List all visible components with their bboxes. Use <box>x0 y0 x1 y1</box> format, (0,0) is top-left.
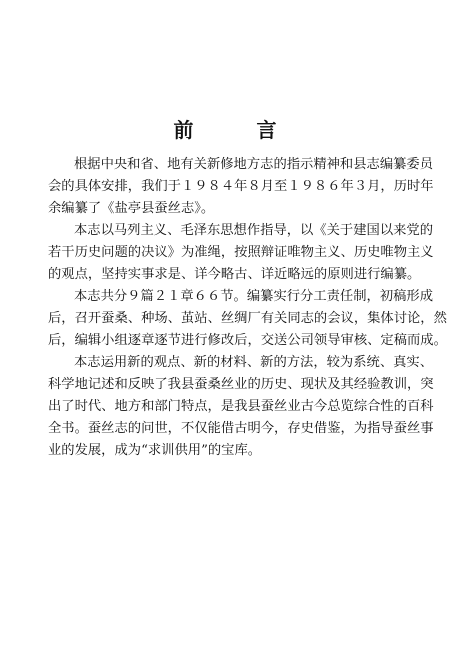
paragraph-1-line-2: 会的具体安排，我们于１９８４年８月至１９８６年３月，历时年 <box>48 179 434 194</box>
paragraph-2-line-2: 若干历史问题的决议》为准绳，按照辩证唯物主义、历史唯物主义 <box>48 245 434 260</box>
paragraph-3-line-3: 后，编辑小组逐章逐节进行修改后，交送公司领导审核、定稿而成。 <box>48 333 447 348</box>
paragraph-2-line-3: 的观点，坚持实事求是、详今略古、详近略远的原则进行编纂。 <box>48 267 421 282</box>
paragraph-3-line-1: 本志共分９篇２１章６６节。编纂实行分工责任制，初稿形成 <box>74 289 434 304</box>
paragraph-2-line-1: 本志以马列主义、毛泽东思想作指导，以《关于建国以来党的 <box>74 223 434 238</box>
paragraph-4-line-4: 全书。蚕丝志的问世，不仅能借古明今，存史借鉴，为指导蚕丝事 <box>48 421 434 436</box>
paragraph-4-line-2: 科学地记述和反映了我县蚕桑丝业的历史、现状及其经验教训，突 <box>48 377 434 392</box>
paragraph-3-line-2: 后，召开蚕桑、种场、茧站、丝绸厂有关同志的会议，集体讨论，然 <box>48 311 447 326</box>
preface-body <box>48 154 447 462</box>
paragraph-4-line-3: 出了时代、地方和部门特点，是我县蚕丝业古今总览综合性的百科 <box>48 399 434 414</box>
paragraph-4-line-5: 业的发展，成为“求训供用”的宝库。 <box>48 443 262 458</box>
paragraph-1-line-1: 根据中央和省、地有关新修地方志的指示精神和县志编纂委员 <box>74 157 434 172</box>
page-title: 前 言 <box>173 118 305 142</box>
paragraph-1-line-3: 余编纂了《盐亭县蚕丝志》。 <box>48 201 215 216</box>
paragraph-4-line-1: 本志运用新的观点、新的材料、新的方法，较为系统、真实、 <box>74 355 434 370</box>
